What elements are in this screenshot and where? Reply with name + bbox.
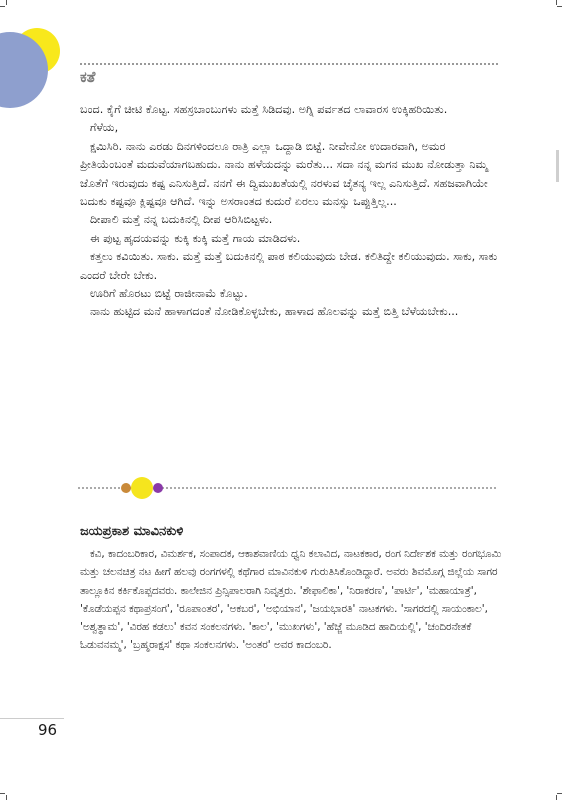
crop-mark — [557, 6, 562, 7]
author-bio — [80, 545, 506, 655]
dotted-divider-top — [80, 63, 498, 65]
author-bio-text: ಕವಿ, ಕಾದಂಬರಿಕಾರ, ವಿಮರ್ಶಕ, ಸಂಪಾದಕ, ಆಕಾಶವಾಣಿಯ ಧ್ವನಿ ಕಲಾವಿದ, ನಾಟಕಕಾರ, ರಂಗ ನಿರ್ದೇಶಕ ಮತ್ತು ರಂಗಭೂಮಿ ಮತ್ತು ಚಲನಚಿತ್ರ ನಟ ಹೀಗೆ ಹಲವು ರಂಗಗಳಲ್ಲಿ ಕಥೆಗಾರ ಮಾವಿನಕುಳಿ ಗುರುತಿಸಿಕೊಂಡಿದ್ದಾರೆ. ಅವರು ಶಿವಮೊಗ್ಗ ಜಿಲ್ಲೆಯ ಸಾಗರ ತಾಲ್ಲೂಕಿನ ಕರ್ಕಿಕೊಪ್ಪದವರು. ಕಾಲೇಜಿನ ಪ್ರಿನ್ಸಿಪಾಲರಾಗಿ ನಿವೃತ್ತರು. 'ಶೇಫಾಲಿಕಾ', 'ನಿರಾಕರಣ', 'ಪಾರ್ಟಿ', 'ಮಹಾಯಾತ್ರೆ', 'ಕೊಡೆಯಪ್ಪನ ಕಥಾಪ್ರಸಂಗ', 'ರೂಪಾಂತರ', 'ಅಕಬರ', 'ಅಭಿಯಾನ', 'ಜಯಭಾರತಿ' ನಾಟಕಗಳು. 'ಸಾಗರದಲ್ಲಿ ಸಾಯಂಕಾಲ', 'ಅಶ್ವತ್ಥಾಮ', 'ವಿರಹ ಕಡಲು' ಕವನ ಸಂಕಲನಗಳು. 'ಕಾಲ', 'ಮುಖಗಳು', 'ಹೆಜ್ಜೆ ಮೂಡಿದ ಹಾದಿಯಲ್ಲಿ', 'ಚಂದಿರನೇತಕೆ ಓಡುವನಮ್ಮ', 'ಬ್ರಹ್ಮರಾಕ್ಷಸ' ಕಥಾ ಸಂಕಲನಗಳು. 'ಅಂತರ' ಅವರ ಕಾದಂಬರಿ. — [80, 548, 502, 652]
page-number: 96 — [38, 721, 58, 739]
story-paragraph: ಬಂದ. ಕೈಗೆ ಚೀಟಿ ಕೊಟ್ಟ. ಸಹಸ್ರಬಾಂಬುಗಳು ಮತ್ತೆ ಸಿಡಿದವು. ಅಗ್ನಿ ಪರ್ವತದ ಲಾವಾರಸ ಉಕ್ಕಿಹರಿಯಿತು. — [80, 103, 448, 116]
decorative-orange-dot — [121, 483, 131, 493]
crop-mark — [0, 6, 5, 7]
story-paragraph: ಗೆಳೆಯ, — [90, 121, 119, 135]
author-name: ಜಯಪ್ರಕಾಶ ಮಾವಿನಕುಳಿ — [80, 524, 184, 539]
decorative-purple-dot — [153, 483, 163, 493]
story-paragraph: ಕತ್ತಲು ಕವಿಯಿತು. ಸಾಕು. ಮತ್ತೆ ಮತ್ತೆ ಬದುಕಿನಲ್ಲಿ ಪಾಠ ಕಲಿಯುವುದು ಬೇಡ. ಕಲಿತಿದ್ದೇ ಕಲಿಯುವುದು. ಸಾಕು, ಸಾಕು ಎಂದರೆ ಬೇರೇ ಬೇಕು. — [80, 250, 498, 282]
crop-mark — [557, 793, 562, 794]
decorative-yellow-dot — [131, 477, 153, 499]
page-number-rule — [0, 718, 64, 719]
crop-mark — [0, 793, 5, 794]
crop-mark — [556, 795, 557, 800]
margin-bar — [556, 150, 559, 182]
crop-mark — [6, 795, 7, 800]
chapter-title: ಕತೆ — [80, 68, 96, 86]
crop-mark — [556, 0, 557, 5]
story-paragraph: ಕ್ಷಮಿಸಿರಿ. ನಾನು ಎರಡು ದಿನಗಳಿಂದಲೂ ರಾತ್ರಿ ಎಲ್ಲಾ ಒದ್ದಾಡಿ ಬಿಟ್ಟೆ. ನೀವೇನೋ ಉದಾರವಾಗಿ, ಅಮರ ಪ್ರೀತಿಯೆಂಬಂತೆ ಮದುವೆಯಾಗಬಹುದು. ನಾನು ಹಳೆಯದನ್ನು ಮರೆತು... ಸದಾ ನನ್ನ ಮಗನ ಮುಖ ನೋಡುತ್ತಾ ನಿಮ್ಮ ಜೊತೆಗೆ ಇರುವುದು ಕಷ್ಟ ಎನಿಸುತ್ತಿದೆ. ನನಗೆ ಈ ದ್ವಿಮುಖತೆಯಲ್ಲಿ ನರಳುವ ಚೈತನ್ಯ ಇಲ್ಲ ಎನಿಸುತ್ತಿದೆ. ಸಹಜವಾಗಿಯೇ ಬದುಕು ಕಷ್ಟವೂ ಕ್ಲಿಷ್ಟವೂ ಆಗಿದೆ. ಇನ್ನು ಅಸರಾಂತದ ಕುದುರೆ ಏರಲು ಮನಸ್ಸು ಒಪ್ಪುತ್ತಿಲ್ಲ... — [80, 139, 488, 209]
story-paragraph: ನಾನು ಹುಟ್ಟಿದ ಮನೆ ಹಾಳಾಗದಂತೆ ನೋಡಿಕೊಳ್ಳಬೇಕು, ಹಾಳಾದ ಹೊಲವನ್ನು ಮತ್ತೆ ಬಿತ್ತಿ ಬೆಳೆಯಬೇಕು... — [90, 305, 459, 319]
crop-mark — [6, 0, 7, 5]
story-paragraph: ದೀಪಾಲಿ ಮತ್ತೆ ನನ್ನ ಬದುಕಿನಲ್ಲಿ ದೀಪ ಆರಿಸಿಬಿಟ್ಟಳು. — [90, 213, 273, 227]
story-paragraph: ಈ ಪುಟ್ಟ ಹೃದಯವನ್ನು ಕುಕ್ಕಿ ಕುಕ್ಕಿ ಮತ್ತೆ ಗಾಯ ಮಾಡಿದಳು. — [90, 231, 301, 245]
story-text — [80, 101, 502, 322]
story-paragraph: ಊರಿಗೆ ಹೊರಟು ಬಿಟ್ಟೆ ರಾಜೀನಾಮೆ ಕೊಟ್ಟು. — [90, 287, 248, 301]
